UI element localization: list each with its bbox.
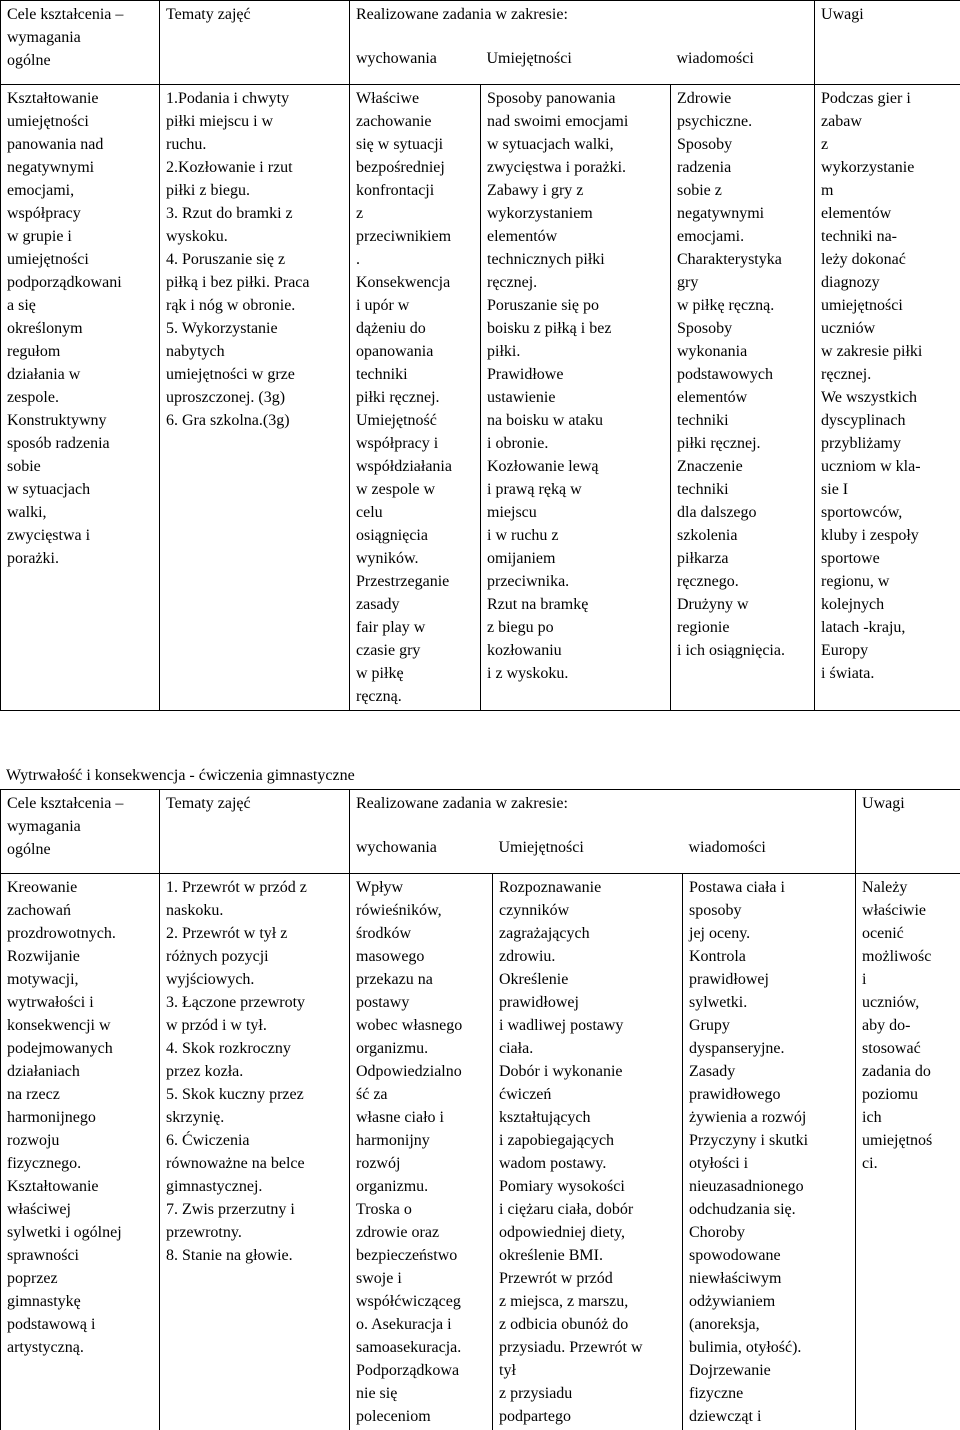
curriculum-table-handball — [0, 0, 960, 711]
header-notes: Uwagi — [815, 1, 960, 85]
header-skills: Umiejętności — [493, 834, 683, 874]
header-notes: Uwagi — [856, 790, 960, 874]
cell-topics: 1.Podania i chwyty piłki miejscu i w ruchu. 2.Kozłowanie i rzut piłki z biegu. 3. Rzut do bramki z wyskoku. 4. Poruszanie się z piłką i bez piłki. Praca rąk i nóg w obronie. 5. Wykorzystanie nabytych umiejętności w grze uproszczonej. (3g) 6. Gra szkolna.(3g) — [160, 85, 350, 711]
cell-upbringing: Wpływ rówieśników, środków masowego przekazu na postawy wobec własnego organizmu. Odpowiedzialno ść za własne ciało i harmonijny rozwój organizmu. Troska o zdrowie oraz bezpieczeństwo swoje i współćwicząceg o. Asekuracja i samoasekuracja. Podporządkowa nie się poleceniom — [350, 874, 493, 1430]
header-skills: Umiejętności — [481, 45, 671, 85]
cell-topics: 1. Przewrót w przód z naskoku. 2. Przewrót w tył z różnych pozycji wyjściowych. 3. Łączone przewroty w przód i w tył. 4. Skok rozkroczny przez kozła. 5. Skok kuczny przez skrzynię. 6. Ćwiczenia równoważne na belce gimnastycznej. 7. Zwis przerzutny i przewrotny. 8. Stanie na głowie. — [160, 874, 350, 1430]
header-goals: Cele kształcenia – wymagania ogólne — [1, 790, 160, 874]
cell-goals: Kreowanie zachowań prozdrowotnych. Rozwijanie motywacji, wytrwałości i konsekwencji w podejmowanych działaniach na rzecz harmonijnego rozwoju fizycznego. Kształtowanie właściwej sylwetki i ogólnej sprawności poprzez gimnastykę podstawową i artystyczną. — [1, 874, 160, 1430]
header-realized-tasks: Realizowane zadania w zakresie: — [350, 790, 856, 834]
section-title: Wytrwałość i konsekwencja - ćwiczenia gimnastyczne — [6, 765, 355, 787]
header-upbringing: wychowania — [350, 834, 493, 874]
header-knowledge: wiadomości — [683, 834, 856, 874]
cell-notes: Podczas gier i zabaw z wykorzystanie m elementów techniki na- leży dokonać diagnozy umiejętności uczniów w zakresie piłki ręcznej. We wszystkich dyscyplinach przybliżamy uczniom w kla- sie I sportowców, kluby i zespoły sportowe regionu, w kolejnych latach -kraju, Europy i świata. — [815, 85, 960, 711]
cell-notes: Należy właściwie ocenić możliwośc i uczniów, aby do- stosować zadania do poziomu ich umiejętnoś ci. — [856, 874, 960, 1430]
header-realized-tasks: Realizowane zadania w zakresie: — [350, 1, 815, 45]
cell-skills: Rozpoznawanie czynników zagrażających zdrowiu. Określenie prawidłowej i wadliwej postawy ciała. Dobór i wykonanie ćwiczeń kształtujących i zapobiegających wadom postawy. Pomiary wysokości i ciężaru ciała, dobór odpowiedniej diety, określenie BMI. Przewrót w przód z miejsca, z marszu, z odbicia obunóż do przysiadu. Przewrót w tył z przysiadu podpartego — [493, 874, 683, 1430]
header-topics: Tematy zajęć — [160, 790, 350, 874]
cell-upbringing: Właściwe zachowanie się w sytuacji bezpośredniej konfrontacji z przeciwnikiem . Konsekwencja i upór w dążeniu do opanowania techniki piłki ręcznej. Umiejętność współpracy i współdziałania w zespole w celu osiągnięcia wyników. Przestrzeganie zasady fair play w czasie gry w piłkę ręczną. — [350, 85, 481, 711]
cell-goals: Kształtowanie umiejętności panowania nad negatywnymi emocjami, współpracy w grupie i umiejętności podporządkowani a się określonym regułom działania w zespole. Konstruktywny sposób radzenia sobie w sytuacjach walki, zwycięstwa i porażki. — [1, 85, 160, 711]
cell-knowledge: Zdrowie psychiczne. Sposoby radzenia sobie z negatywnymi emocjami. Charakterystyka gry w piłkę ręczną. Sposoby wykonania podstawowych elementów techniki piłki ręcznej. Znaczenie techniki dla dalszego szkolenia piłkarza ręcznego. Drużyny w regionie i ich osiągnięcia. — [671, 85, 815, 711]
cell-skills: Sposoby panowania nad swoimi emocjami w sytuacjach walki, zwycięstwa i porażki. Zabawy i gry z wykorzystaniem elementów technicznych piłki ręcznej. Poruszanie się po boisku z piłką i bez piłki. Prawidłowe ustawienie na boisku w ataku i obronie. Kozłowanie lewą i prawą ręką w miejscu i w ruchu z omijaniem przeciwnika. Rzut na bramkę z biegu po kozłowaniu i z wyskoku. — [481, 85, 671, 711]
cell-knowledge: Postawa ciała i sposoby jej oceny. Kontrola prawidłowej sylwetki. Grupy dyspanseryjne. Zasady prawidłowego żywienia a rozwój Przyczyny i skutki otyłości i nieuzasadnionego odchudzania się. Choroby spowodowane niewłaściwym odżywianiem (anoreksja, bulimia, otyłość). Dojrzewanie fizyczne dziewcząt i — [683, 874, 856, 1430]
header-goals: Cele kształcenia – wymagania ogólne — [1, 1, 160, 85]
header-topics: Tematy zajęć — [160, 1, 350, 85]
header-upbringing: wychowania — [350, 45, 481, 85]
curriculum-table-gymnastics — [0, 789, 960, 1430]
header-knowledge: wiadomości — [671, 45, 815, 85]
